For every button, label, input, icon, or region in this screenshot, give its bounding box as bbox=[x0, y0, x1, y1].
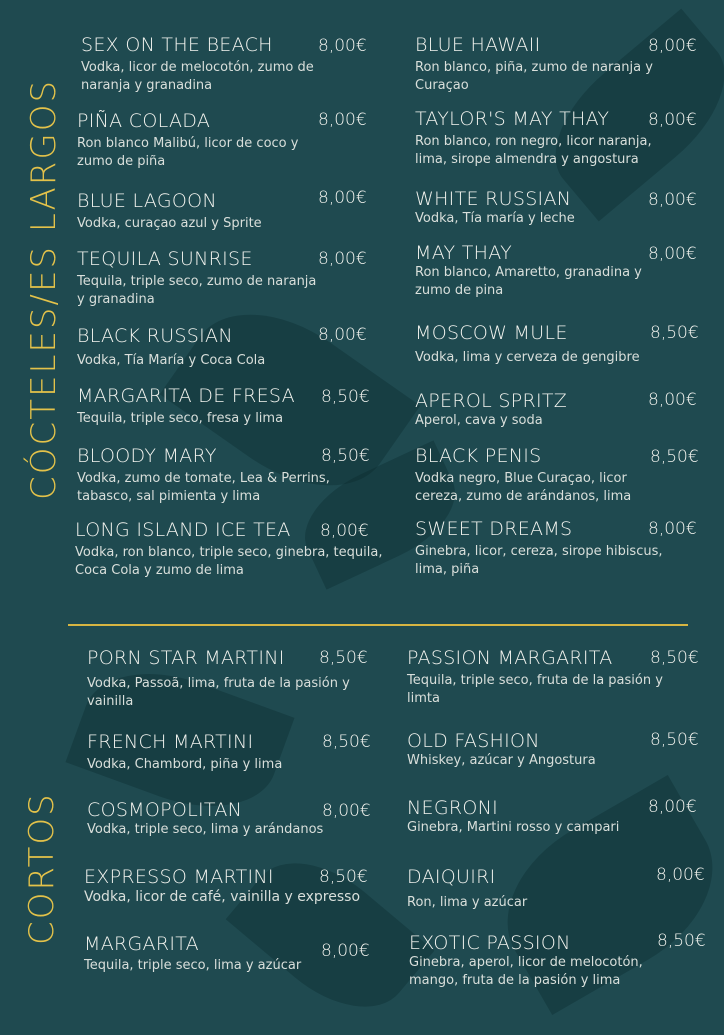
item-price: 8,00€ bbox=[648, 519, 697, 539]
item-description: Ginebra, aperol, licor de melocotón, mango, fruta de la pasión y lima bbox=[409, 955, 643, 988]
menu-item bbox=[77, 190, 317, 233]
item-description: Tequila, triple seco, fresa y lima bbox=[77, 411, 284, 426]
section-divider bbox=[68, 624, 688, 626]
item-name: PIÑA COLADA bbox=[77, 110, 211, 132]
item-price: 8,50€ bbox=[657, 931, 706, 951]
item-price: 8,00€ bbox=[318, 188, 367, 208]
item-name: COSMOPOLITAN bbox=[87, 799, 243, 821]
item-name: PASSION MARGARITA bbox=[407, 647, 613, 669]
item-name: BLOODY MARY bbox=[77, 445, 217, 467]
item-price: 8,00€ bbox=[318, 36, 367, 56]
item-price: 8,50€ bbox=[650, 648, 699, 668]
menu-item bbox=[407, 797, 647, 837]
item-description: Vodka, curaçao azul y Sprite bbox=[77, 216, 262, 231]
menu-item bbox=[415, 34, 665, 95]
menu-item bbox=[415, 518, 675, 579]
item-description: Vodka, licor de café, vainilla y expresso bbox=[84, 889, 361, 905]
item-description: Vodka, lima y cerveza de gengibre bbox=[415, 350, 640, 365]
item-name: SWEET DREAMS bbox=[415, 518, 573, 540]
item-price: 8,50€ bbox=[319, 648, 368, 668]
item-description: Tequila, triple seco, lima y azúcar bbox=[84, 958, 302, 973]
item-description: Vodka, licor de melocotón, zumo de naranja y granadina bbox=[81, 60, 314, 93]
item-description: Vodka negro, Blue Curaçao, licor cereza, zumo de arándanos, lima bbox=[415, 471, 632, 504]
item-price: 8,50€ bbox=[322, 732, 371, 752]
item-name: APEROL SPRITZ bbox=[415, 390, 568, 412]
item-name: DAIQUIRI bbox=[407, 866, 496, 888]
item-name: PORN STAR MARTINI bbox=[87, 647, 285, 669]
item-description: Vodka, Passoã, lima, fruta de la pasión y vainilla bbox=[87, 676, 350, 709]
item-description: Vodka, Tía maría y leche bbox=[415, 211, 575, 226]
menu-item bbox=[77, 248, 327, 309]
menu-item bbox=[415, 390, 645, 430]
item-description: Ginebra, licor, cereza, sirope hibiscus, lima, piña bbox=[415, 544, 663, 577]
item-description: Vodka, zumo de tomate, Lea & Perrins, tabasco, sal pimienta y lima bbox=[77, 471, 330, 504]
item-name: SEX ON THE BEACH bbox=[81, 34, 273, 56]
item-name: MARGARITA bbox=[84, 933, 199, 955]
item-price: 8,00€ bbox=[648, 797, 697, 817]
item-name: BLUE LAGOON bbox=[77, 190, 217, 212]
menu-item bbox=[87, 731, 327, 774]
menu-item bbox=[415, 445, 670, 506]
item-description: Ron blanco, Amaretto, granadina y zumo de pina bbox=[415, 265, 642, 298]
menu-item bbox=[415, 322, 665, 367]
item-name: MAY THAY bbox=[415, 242, 512, 264]
menu-item bbox=[77, 110, 317, 171]
menu-item bbox=[87, 799, 347, 839]
item-price: 8,00€ bbox=[318, 325, 367, 345]
item-price: 8,50€ bbox=[321, 387, 370, 407]
item-name: TEQUILA SUNRISE bbox=[77, 248, 253, 270]
item-description: Ginebra, Martini rosso y campari bbox=[407, 820, 620, 835]
menu-item bbox=[77, 325, 317, 370]
item-name: BLACK PENIS bbox=[415, 445, 542, 467]
item-price: 8,00€ bbox=[648, 244, 697, 264]
menu-item bbox=[407, 730, 647, 770]
section-title-long-drinks: CÓCTELES/ES LARGOS bbox=[24, 78, 64, 500]
item-name: NEGRONI bbox=[407, 797, 499, 819]
item-name: LONG ISLAND ICE TEA bbox=[75, 519, 291, 541]
item-name: WHITE RUSSIAN bbox=[415, 188, 572, 210]
item-price: 8,00€ bbox=[322, 801, 371, 821]
item-name: MARGARITA DE FRESA bbox=[77, 385, 295, 407]
item-price: 8,00€ bbox=[318, 249, 367, 269]
item-description: Tequila, triple seco, fruta de la pasión y limta bbox=[407, 673, 663, 706]
item-description: Ron blanco Malibú, licor de coco y zumo de piña bbox=[77, 136, 299, 169]
item-name: TAYLOR'S MAY THAY bbox=[415, 108, 610, 130]
item-price: 8,00€ bbox=[321, 941, 370, 961]
menu-item bbox=[415, 108, 670, 169]
item-description: Tequila, triple seco, zumo de naranja y granadina bbox=[77, 274, 317, 307]
menu-item bbox=[415, 242, 665, 300]
section-title-shorts: CORTOS bbox=[22, 792, 62, 945]
menu-item bbox=[77, 445, 337, 506]
item-description: Vodka, triple seco, lima y arándanos bbox=[87, 822, 324, 837]
item-price: 8,00€ bbox=[648, 110, 697, 130]
item-price: 8,00€ bbox=[648, 36, 697, 56]
menu-item bbox=[81, 34, 331, 95]
item-price: 8,50€ bbox=[650, 447, 699, 467]
item-price: 8,50€ bbox=[319, 867, 368, 887]
menu-item bbox=[84, 933, 324, 975]
item-description: Ron blanco, piña, zumo de naranja y Curaçao bbox=[415, 60, 653, 93]
item-name: OLD FASHION bbox=[407, 730, 540, 752]
item-description: Vodka, Tía María y Coca Cola bbox=[77, 353, 266, 368]
item-description: Ron, lima y azúcar bbox=[407, 895, 528, 910]
menu-item bbox=[77, 385, 317, 428]
item-name: EXPRESSO MARTINI bbox=[84, 866, 274, 888]
item-name: FRENCH MARTINI bbox=[87, 731, 254, 753]
menu-item bbox=[407, 647, 677, 708]
item-description: Vodka, Chambord, piña y lima bbox=[87, 757, 283, 772]
item-price: 8,00€ bbox=[648, 390, 697, 410]
menu-item bbox=[407, 866, 647, 912]
item-price: 8,50€ bbox=[650, 323, 699, 343]
menu-item bbox=[409, 932, 674, 990]
item-name: BLUE HAWAII bbox=[415, 34, 541, 56]
item-name: MOSCOW MULE bbox=[415, 322, 568, 344]
item-name: BLACK RUSSIAN bbox=[77, 325, 233, 347]
menu-item bbox=[415, 188, 645, 228]
item-price: 8,00€ bbox=[318, 110, 367, 130]
item-price: 8,00€ bbox=[320, 521, 369, 541]
item-description: Whiskey, azúcar y Angostura bbox=[407, 753, 596, 768]
item-price: 8,00€ bbox=[648, 190, 697, 210]
item-price: 8,50€ bbox=[650, 730, 699, 750]
item-price: 8,50€ bbox=[321, 446, 370, 466]
item-description: Ron blanco, ron negro, licor naranja, lima, sirope almendra y angostura bbox=[415, 134, 652, 167]
item-price: 8,00€ bbox=[656, 865, 705, 885]
item-name: EXOTIC PASSION bbox=[409, 932, 571, 954]
item-description: Vodka, ron blanco, triple seco, ginebra, tequila, Coca Cola y zumo de lima bbox=[75, 545, 383, 578]
item-description: Aperol, cava y soda bbox=[415, 413, 543, 428]
